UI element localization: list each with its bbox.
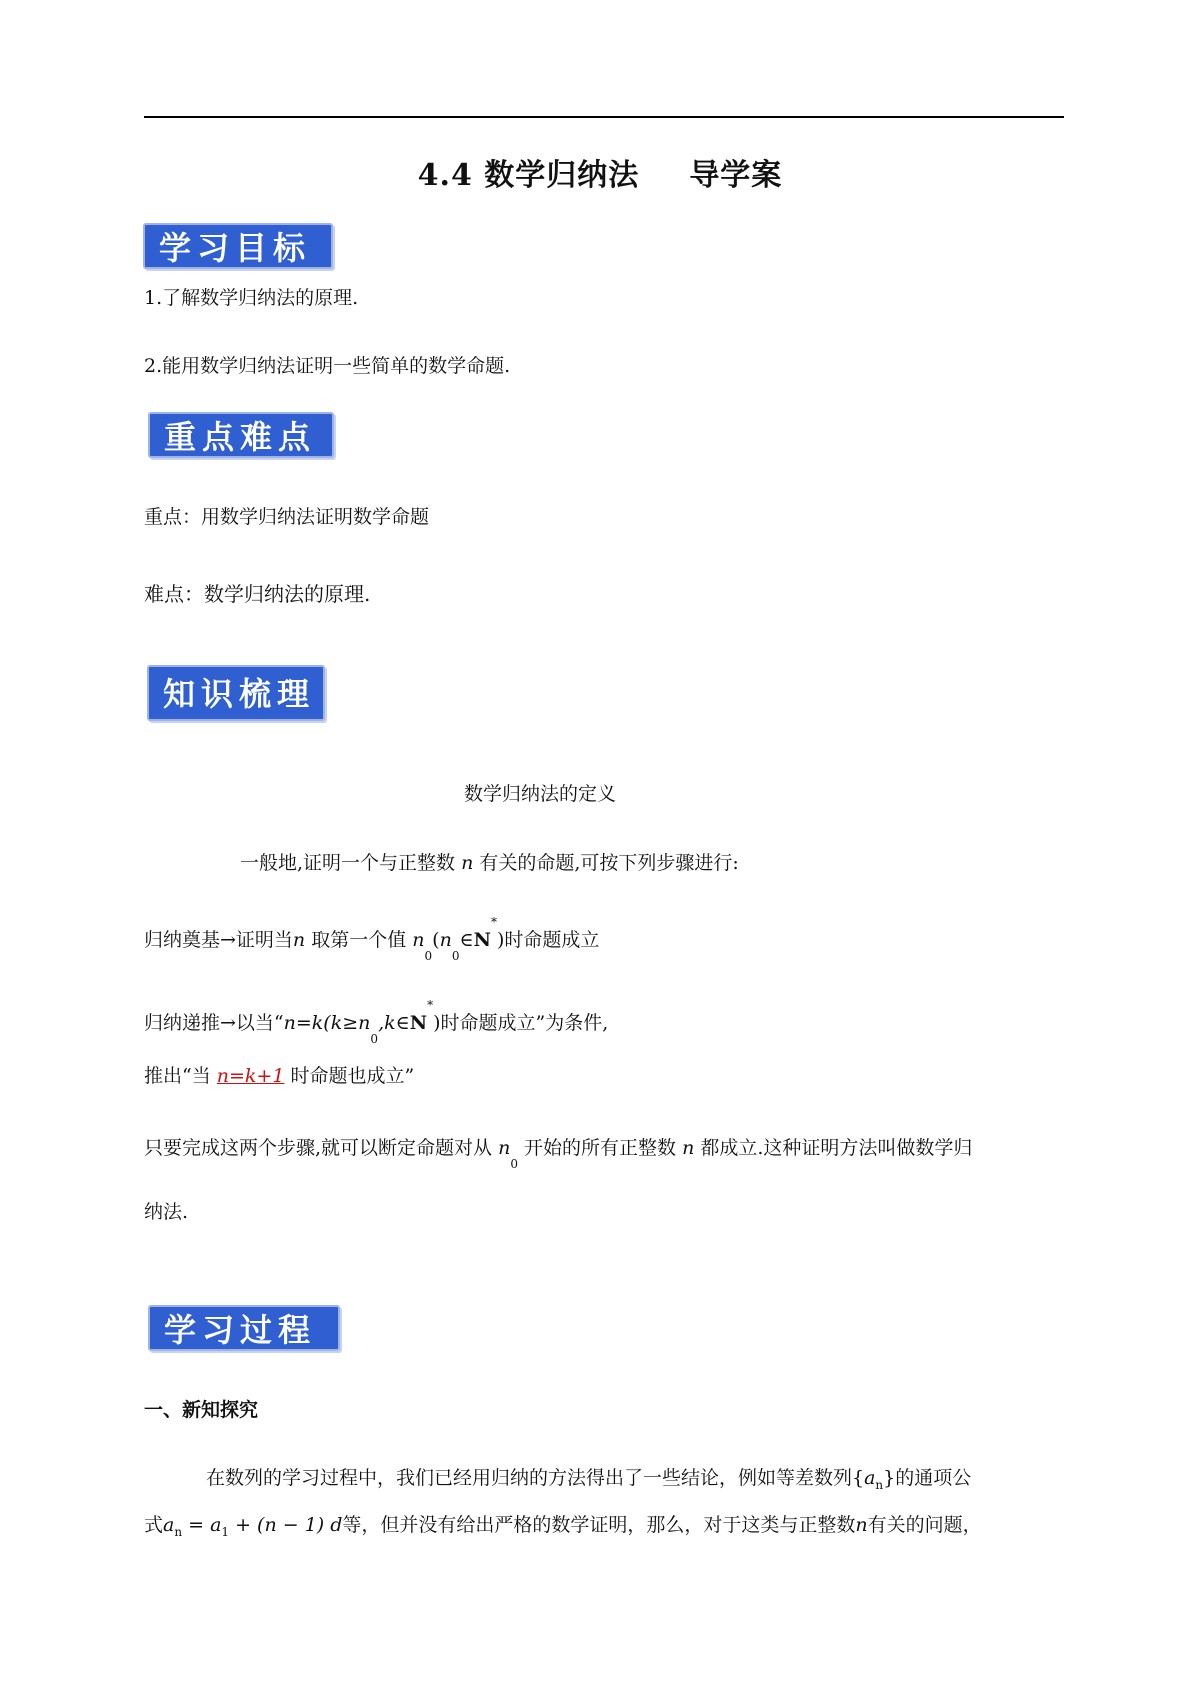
part-title: 一、新知探究 [144, 1399, 259, 1421]
knowledge-intro: 一般地,证明一个与正整数 n 有关的命题,可按下列步骤进行: [240, 852, 739, 874]
badge-knowledge: 知识梳理 [147, 665, 325, 721]
induction-conclusion: 推出“当 n=k+1 时命题也成立” [144, 1065, 415, 1087]
induction-step: 归纳递推→以当“$n=k(k\ge n_0,k\in N^*)$时命题成立”为条件, [144, 998, 609, 1046]
summary-line-2: 纳法. [144, 1201, 189, 1223]
knowledge-heading: 数学归纳法的定义 [463, 783, 616, 805]
header-rule [144, 116, 1064, 118]
objective-item-2: 2.能用数学归纳法证明一些简单的数学命题. [144, 355, 511, 377]
badge-process: 学习过程 [148, 1305, 340, 1351]
badge-keypoints: 重点难点 [148, 412, 334, 458]
summary-line-1: 只要完成这两个步骤,就可以断定命题对从 $n_0$ 开始的所有正整数 n 都成立.这种证明方法叫做数学归 [144, 1137, 973, 1171]
difficult-point: 难点：数学归纳法的原理. [144, 582, 371, 606]
badge-objectives: 学习目标 [143, 223, 333, 269]
highlight-n-k-plus-1: n=k+1 [216, 1065, 285, 1087]
title-suffix: 导学案 [689, 158, 783, 193]
var-n: n [461, 852, 474, 874]
process-para-line-1: 在数列的学习过程中，我们已经用归纳的方法得出了一些结论，例如等差数列$\{a_n\}$的通项公 [206, 1467, 972, 1492]
page-title [0, 150, 1200, 194]
title-main: 4.4 数学归纳法 [417, 158, 640, 193]
key-point: 重点：用数学归纳法证明数学命题 [144, 506, 430, 528]
objective-item-1: 1.了解数学归纳法的原理. [144, 287, 359, 309]
induction-base: 归纳奠基→证明当n 取第一个值 $n_0(n_0\in N^*)$时命题成立 [144, 915, 600, 963]
process-para-line-2: 式$a_n = a_1 + (n - 1)$ d等，但并没有给出严格的数学证明，那么，对于这类与正整数n有关的问题， [144, 1514, 982, 1539]
